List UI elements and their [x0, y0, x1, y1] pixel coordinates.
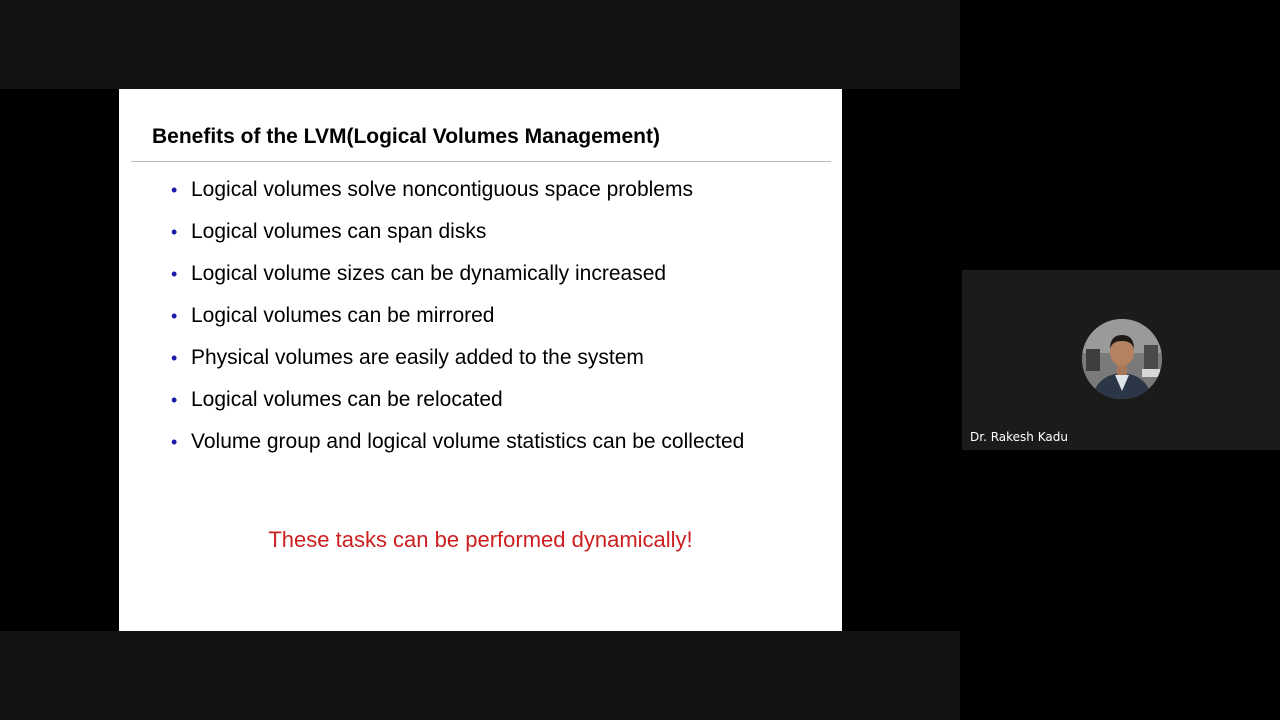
- bullet-text: Physical volumes are easily added to the system: [191, 346, 644, 369]
- bullet-text: Logical volumes can be relocated: [191, 388, 503, 411]
- bullet-text: Logical volume sizes can be dynamically increased: [191, 262, 667, 285]
- bullet-dot-icon: •: [171, 222, 178, 242]
- person-avatar-icon: [1082, 319, 1162, 399]
- bullet-item: [171, 302, 811, 330]
- letterbox-top: [0, 0, 960, 89]
- bullet-text: Logical volumes solve noncontiguous space problems: [191, 178, 693, 201]
- bullet-text: Logical volumes can span disks: [191, 220, 487, 243]
- letterbox-bottom: [0, 631, 960, 720]
- bullet-text: Logical volumes can be mirrored: [191, 304, 495, 327]
- bullet-dot-icon: •: [171, 264, 178, 284]
- bullet-item: [171, 386, 811, 414]
- slide-title: Benefits of the LVM(Logical Volumes Management): [152, 125, 660, 148]
- bullet-dot-icon: •: [171, 306, 178, 326]
- participant-video-tile[interactable]: [962, 270, 1280, 450]
- participant-name-label: Dr. Rakesh Kadu: [970, 430, 1068, 444]
- bullet-dot-icon: •: [171, 432, 178, 452]
- avatar-portrait-icon: [1082, 319, 1162, 399]
- bullet-list: [171, 176, 811, 470]
- bullet-item: [171, 176, 811, 204]
- bullet-item: [171, 260, 811, 288]
- bullet-item: [171, 218, 811, 246]
- bullet-item: [171, 428, 811, 456]
- bullet-dot-icon: •: [171, 390, 178, 410]
- bullet-dot-icon: •: [171, 180, 178, 200]
- shared-slide: [119, 89, 842, 631]
- bullet-dot-icon: •: [171, 348, 178, 368]
- bullet-text: Volume group and logical volume statistics can be collected: [191, 430, 745, 453]
- emphasis-note: These tasks can be performed dynamically!: [268, 527, 693, 552]
- title-divider: [131, 161, 831, 162]
- bullet-item: [171, 344, 811, 372]
